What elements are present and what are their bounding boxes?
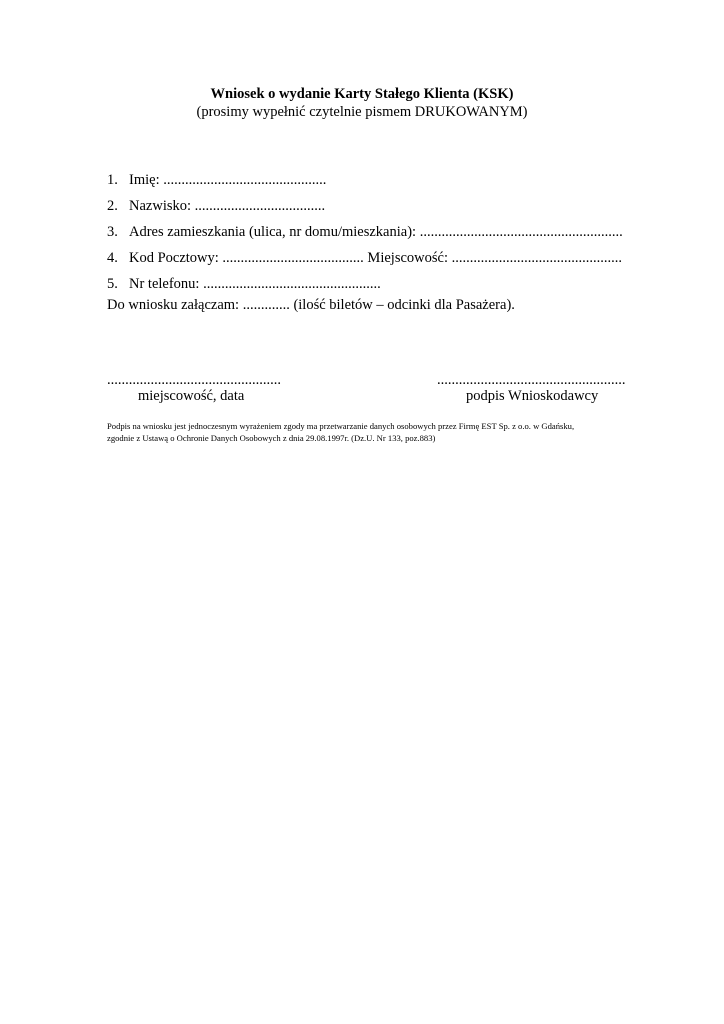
footnote-line-1: Podpis na wniosku jest jednoczesnym wyrażeniem zgody ma przetwarzanie danych osobowych przez Firmę EST Sp. z o.o. w Gdańsku, <box>107 421 575 431</box>
signature-label: podpis Wnioskodawcy <box>466 388 599 404</box>
field-number: 1. <box>107 172 118 188</box>
place-date-line[interactable]: ................................................ <box>107 372 281 388</box>
field-address[interactable] <box>107 222 647 248</box>
signature-line[interactable]: .................................................... <box>437 372 626 388</box>
field-number: 3. <box>107 224 118 240</box>
field-label: Adres zamieszkania (ulica, nr domu/mieszkania): ........................................................ <box>129 224 623 240</box>
field-postal-code-city[interactable] <box>107 248 647 274</box>
field-number: 5. <box>107 276 118 292</box>
field-label: Imię: ............................................. <box>129 172 327 188</box>
attachment-line[interactable]: Do wniosku załączam: ............. (ilość biletów – odcinki dla Pasażera). <box>107 297 515 313</box>
field-label: Kod Pocztowy: ....................................... Miejscowość: ............................................... <box>129 250 622 266</box>
form-fields <box>107 170 647 300</box>
field-number: 4. <box>107 250 118 266</box>
field-first-name[interactable] <box>107 170 647 196</box>
place-date-label: miejscowość, data <box>138 388 245 404</box>
form-subtitle: (prosimy wypełnić czytelnie pismem DRUKOWANYM) <box>196 104 528 120</box>
field-last-name[interactable] <box>107 196 647 222</box>
field-label: Nazwisko: .................................... <box>129 198 326 214</box>
footnote-line-2: zgodnie z Ustawą o Ochronie Danych Osobowych z dnia 29.08.1997r. (Dz.U. Nr 133, poz.883) <box>107 433 436 443</box>
field-label: Nr telefonu: ................................................. <box>129 276 381 292</box>
form-title: Wniosek o wydanie Karty Stałego Klienta (KSK) <box>210 86 514 102</box>
consent-footnote <box>107 420 647 444</box>
field-number: 2. <box>107 198 118 214</box>
